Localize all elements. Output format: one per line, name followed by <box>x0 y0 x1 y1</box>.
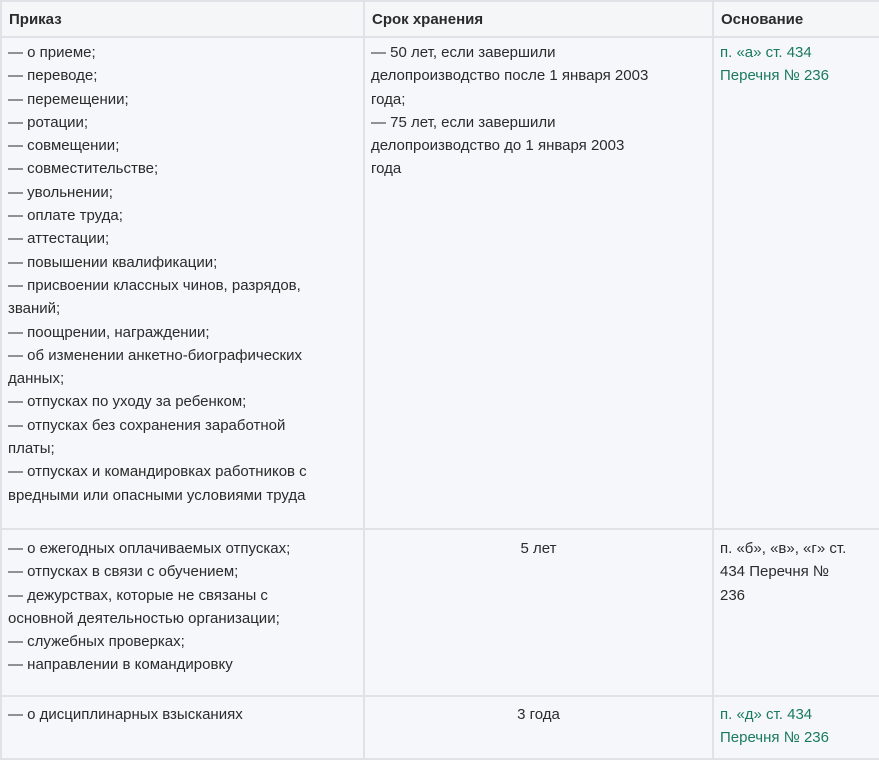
order-line: — присвоении классных чинов, разрядов, <box>8 276 301 294</box>
basis-link[interactable]: п. «а» ст. 434 <box>720 44 812 61</box>
order-line: — отпусках по уходу за ребенком; <box>8 393 247 411</box>
order-line: платы; <box>8 440 55 458</box>
order-line: — дежурствах, которые не связаны с <box>8 586 268 604</box>
order-line: — увольнении; <box>8 183 113 201</box>
term-cell <box>364 696 713 759</box>
order-line: — совместительстве; <box>8 160 159 178</box>
order-line: — об изменении анкетно-биографических <box>8 346 302 364</box>
header-term: Срок хранения <box>364 1 713 37</box>
order-line: — отпусках и командировках работников с <box>8 463 307 481</box>
term-cell <box>364 37 713 529</box>
order-line: — служебных проверках; <box>8 633 185 651</box>
order-line: — направлении в командировку <box>8 656 233 674</box>
order-line: — поощрении, награждении; <box>8 323 210 341</box>
header-row <box>1 1 879 37</box>
basis-cell <box>713 529 879 696</box>
term-line: — 50 лет, если завершили <box>371 44 556 61</box>
order-line: званий; <box>8 300 61 318</box>
order-line: — отпусках без сохранения заработной <box>8 416 286 434</box>
order-line: вредными или опасными условиями труда <box>8 486 306 504</box>
order-line: — ротации; <box>8 113 89 131</box>
basis-link[interactable]: Перечня № 236 <box>720 67 829 85</box>
order-line: — совмещении; <box>8 137 120 155</box>
term-line: делопроизводство после 1 января 2003 <box>371 67 649 85</box>
basis-cell <box>713 37 879 529</box>
term-line: года <box>371 160 402 178</box>
basis-text: 236 <box>720 586 746 604</box>
term-line: делопроизводство до 1 января 2003 <box>371 137 625 155</box>
basis-text: 434 Перечня № <box>720 563 829 581</box>
order-line: данных; <box>8 370 65 388</box>
order-line: — о дисциплинарных взысканиях <box>8 706 243 723</box>
table-row <box>1 37 879 529</box>
order-line: — аттестации; <box>8 230 110 248</box>
basis-text: п. «б», «в», «г» ст. <box>720 540 847 557</box>
table-row <box>1 529 879 696</box>
term-cell <box>364 529 713 696</box>
term-line: года; <box>371 90 406 108</box>
term-line: — 75 лет, если завершили <box>371 113 556 131</box>
order-line: — оплате труда; <box>8 207 123 225</box>
order-cell <box>1 529 364 696</box>
order-line: — о приеме; <box>8 44 96 61</box>
order-line: — отпусках в связи с обучением; <box>8 563 239 581</box>
order-cell <box>1 696 364 759</box>
term-line: 5 лет <box>520 540 557 557</box>
order-line: — о ежегодных оплачиваемых отпусках; <box>8 540 291 557</box>
basis-link[interactable]: Перечня № 236 <box>720 729 829 747</box>
basis-cell <box>713 696 879 759</box>
order-line: — перемещении; <box>8 90 129 108</box>
header-order: Приказ <box>1 1 364 37</box>
table-row <box>1 696 879 759</box>
order-cell <box>1 37 364 529</box>
order-line: — повышении квалификации; <box>8 253 218 271</box>
basis-link[interactable]: п. «д» ст. 434 <box>720 706 813 723</box>
header-basis: Основание <box>713 1 879 37</box>
term-line: 3 года <box>517 706 560 723</box>
order-line: основной деятельностью организации; <box>8 609 280 627</box>
order-line: — переводе; <box>8 67 98 85</box>
